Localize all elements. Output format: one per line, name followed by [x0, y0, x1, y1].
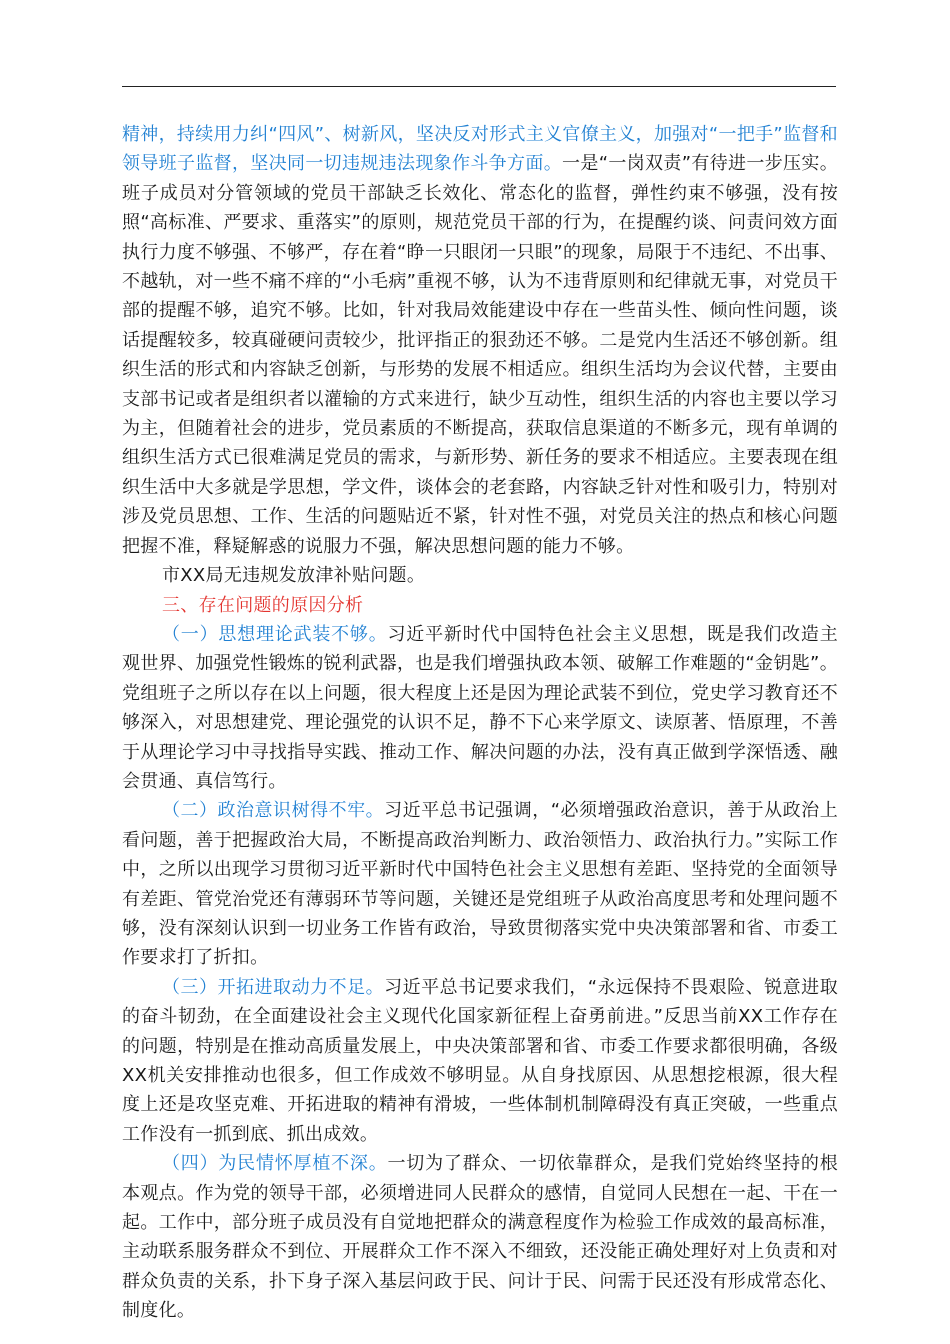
paragraph-supervision: [122, 120, 838, 561]
item-paragraph: [122, 620, 838, 796]
item-text: 一切为了群众、一切依靠群众，是我们党始终坚持的根本观点。作为党的领导干部，必须增进同人民群众的感情，自觉同人民想在一起、干在一起。工作中，部分班子成员没有自觉地把群众的满意程度作为检验工作成效的最高标准，主动联系服务群众不到位、开展群众工作不深入不细致，还没能正确处理好对上负责和对群众负责的关系，扑下身子深入基层问政于民、问计于民、问需于民还没有形成常态化、制度化。: [122, 1153, 838, 1322]
header-rule: [122, 86, 836, 87]
section-heading: 三、存在问题的原因分析: [162, 594, 364, 616]
item-paragraph: [122, 796, 838, 972]
item-text: 习近平新时代中国特色社会主义思想，既是我们改造主观世界、加强党性锻炼的锐利武器，也是我们增强执政本领、破解工作难题的“金钥匙”。党组班子之所以存在以上问题，很大程度上还是因为理论武装不到位，党史学习教育还不够深入，对思想建党、理论强党的认识不足，静不下心来学原文、读原著、悟原理，不善于从理论学习中寻找指导实践、推动工作、解决问题的办法，没有真正做到学深悟透、融会贯通、真信笃行。: [122, 623, 838, 792]
item-heading: （一）思想理论武装不够。: [162, 623, 388, 645]
item-paragraph: [122, 973, 838, 1149]
item-heading: （四）为民情怀厚植不深。: [162, 1153, 388, 1175]
paragraph-text: 一是“一岗双责”有待进一步压实。班子成员对分管领域的党员干部缺乏长效化、常态化的监督，弹性约束不够强，没有按照“高标准、严要求、重落实”的原则，规范党员干部的行为，在提醒约谈、问责问效方面执行力度不够强、不够严，存在着“睁一只眼闭一只眼”的现象，局限于不违纪、不出事、不越轨，对一些不痛不痒的“小毛病”重视不够，认为不违背原则和纪律就无事，对党员干部的提醒不够，追究不够。比如，针对我局效能建设中存在一些苗头性、倾向性问题，谈话提醒较多，较真碰硬问责较少，批评指正的狠劲还不够。二是党内生活还不够创新。组织生活的形式和内容缺乏创新，与形势的发展不相适应。组织生活均为会议代替，主要由支部书记或者是组织者以灌输的方式来进行，缺少互动性，组织生活的内容也主要以学习为主，但随着社会的进步，党员素质的不断提高，获取信息渠道的不断多元，现有单调的组织生活方式已很难满足党员的需求，与新形势、新任务的要求不相适应。主要表现在组织生活中大多就是学思想，学文件，谈体会的老套路，内容缺乏针对性和吸引力，特别对涉及党员思想、工作、生活的问题贴近不紧，针对性不强，对党员关注的热点和核心问题把握不准，释疑解惑的说服力不强，解决思想问题的能力不够。: [122, 153, 838, 557]
item-paragraph: [122, 1149, 838, 1325]
paragraph-allowance: 市XX局无违规发放津补贴问题。: [162, 565, 426, 587]
highlighted-lead: 精神，持续用力纠“四风”、树新风，坚决反对形式主义官僚主义，加强对“一把手”监督和领导班子监督，坚决同一切违规违法现象作斗争方面。: [122, 124, 838, 175]
item-text: 习近平总书记强调，“必须增强政治意识，善于从政治上看问题，善于把握政治大局，不断提高政治判断力、政治领悟力、政治执行力。”实际工作中，之所以出现学习贯彻习近平新时代中国特色社会主义思想有差距、坚持党的全面领导有差距、管党治党还有薄弱环节等问题，关键还是党组班子从政治高度思考和处理问题不够，没有深刻认识到一切业务工作皆有政治，导致贯彻落实党中央决策部署和省、市委工作要求打了折扣。: [122, 800, 838, 969]
item-heading: （二）政治意识树得不牢。: [162, 800, 385, 822]
item-heading: （三）开拓进取动力不足。: [162, 976, 385, 998]
item-text: 习近平总书记要求我们，“永远保持不畏艰险、锐意进取的奋斗韧劲，在全面建设社会主义现代化国家新征程上奋勇前进。”反思当前XX工作存在的问题，特别是在推动高质量发展上，中央决策部署和省、市委工作要求都很明确，各级XX机关安排推动也很多，但工作成效不够明显。从自身找原因、从思想挖根源，很大程度上还是攻坚克难、开拓进取的精神有滑坡，一些体制机制障碍没有真正突破，一些重点工作没有一抓到底、抓出成效。: [122, 976, 838, 1145]
document-body: [122, 120, 838, 1326]
